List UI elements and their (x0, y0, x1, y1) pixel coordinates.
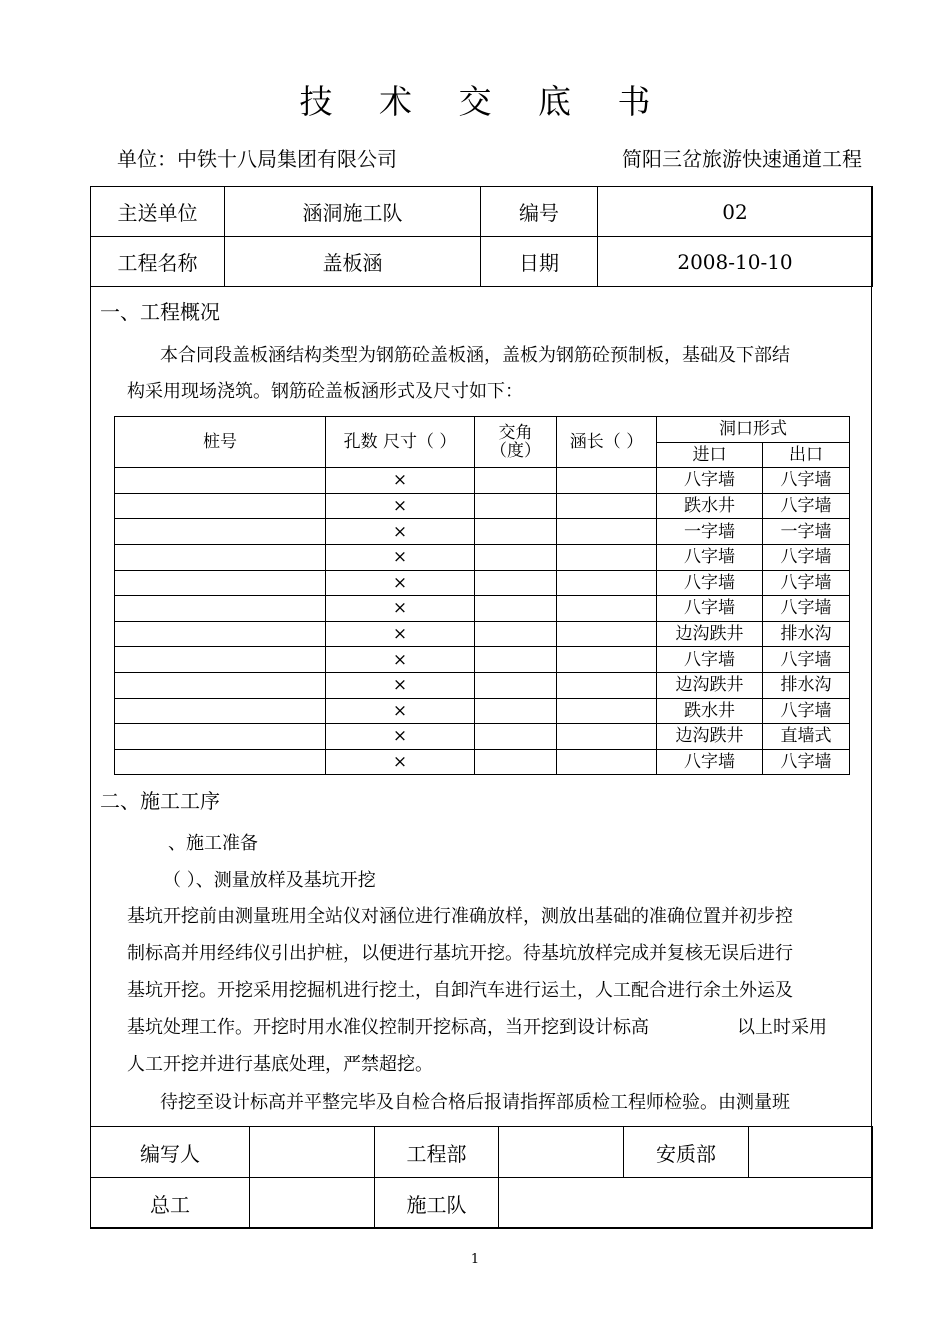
inlet-cell: 跌水井 (657, 698, 763, 724)
outlet-cell: 八字墙 (763, 570, 850, 596)
angle-cell (475, 468, 557, 494)
table-row (115, 698, 850, 724)
body-line: 基坑开挖。开挖采用挖掘机进行挖土，自卸汽车进行运土，人工配合进行余土外运及 (127, 980, 793, 1001)
span-cell: × (326, 672, 475, 698)
inlet-cell: 一字墙 (657, 519, 763, 545)
col-angle-line1: 交角 (498, 423, 533, 444)
outlet-cell: 八字墙 (763, 596, 850, 622)
length-cell (557, 724, 657, 750)
station-cell (115, 672, 326, 698)
body-line: 基坑开挖前由测量班用全站仪对涵位进行准确放样，测放出基础的准确位置并初步控 (127, 906, 793, 927)
table-row (115, 596, 850, 622)
col-span: 孔数 尺寸（ ） (326, 417, 475, 468)
document-title: 技 术 交 底 书 (299, 82, 669, 121)
angle-cell (475, 596, 557, 622)
span-cell: × (326, 749, 475, 775)
signature-table (90, 1126, 873, 1229)
inlet-cell: 八字墙 (657, 647, 763, 673)
length-cell (557, 493, 657, 519)
station-cell (115, 519, 326, 545)
safety-label: 安质部 (624, 1127, 749, 1178)
col-angle-line2: （度） (490, 441, 541, 462)
col-length: 涵长（ ） (557, 417, 657, 468)
angle-cell (475, 647, 557, 673)
length-cell (557, 698, 657, 724)
outlet-cell: 八字墙 (763, 698, 850, 724)
section1-paragraph-line1: 本合同段盖板涵结构类型为钢筋砼盖板涵，盖板为钢筋砼预制板，基础及下部结 (160, 345, 790, 366)
station-cell (115, 698, 326, 724)
table-row (115, 493, 850, 519)
header-row (91, 237, 873, 287)
span-cell: × (326, 647, 475, 673)
subsection-survey: （ ）、测量放样及基坑开挖 (163, 870, 376, 891)
signature-row (91, 1178, 873, 1229)
span-cell: × (326, 570, 475, 596)
table-row (115, 749, 850, 775)
date-value: 2008-10-10 (598, 237, 873, 287)
chief-signature-field (250, 1178, 375, 1229)
date-label: 日期 (481, 237, 598, 287)
station-cell (115, 468, 326, 494)
unit-line: 单位：中铁十八局集团有限公司 (117, 147, 397, 171)
inlet-cell: 边沟跌井 (657, 672, 763, 698)
culvert-body (115, 468, 850, 775)
writer-label: 编写人 (91, 1127, 250, 1178)
project-label: 工程名称 (91, 237, 225, 287)
col-portal: 洞口形式 (657, 417, 850, 443)
inlet-cell: 边沟跌井 (657, 621, 763, 647)
body-line: 基坑处理工作。开挖时用水准仪控制开挖标高，当开挖到设计标高 (127, 1017, 649, 1038)
angle-cell (475, 672, 557, 698)
col-inlet: 进口 (657, 442, 763, 468)
span-cell: × (326, 519, 475, 545)
length-cell (557, 621, 657, 647)
body-line: 制标高并用经纬仪引出护桩，以便进行基坑开挖。待基坑放样完成并复核无误后进行 (127, 943, 793, 964)
project-value: 盖板涵 (225, 237, 481, 287)
station-cell (115, 544, 326, 570)
table-row (115, 544, 850, 570)
section2-title: 二、施工工序 (100, 789, 220, 813)
length-cell (557, 647, 657, 673)
inlet-cell: 八字墙 (657, 596, 763, 622)
number-value: 02 (598, 187, 873, 237)
col-angle (475, 417, 557, 468)
span-cell: × (326, 493, 475, 519)
culvert-header-row (115, 417, 850, 443)
outlet-cell: 排水沟 (763, 621, 850, 647)
culvert-table (114, 416, 850, 775)
span-cell: × (326, 621, 475, 647)
header-table (90, 186, 873, 287)
angle-cell (475, 570, 557, 596)
span-cell: × (326, 544, 475, 570)
team-signature-field (499, 1178, 873, 1229)
writer-signature-field (250, 1127, 375, 1178)
angle-cell (475, 544, 557, 570)
length-cell (557, 519, 657, 545)
span-cell: × (326, 596, 475, 622)
safety-signature-field (749, 1127, 873, 1178)
outlet-cell: 八字墙 (763, 493, 850, 519)
angle-cell (475, 698, 557, 724)
header-row (91, 187, 873, 237)
angle-cell (475, 519, 557, 545)
engineering-signature-field (499, 1127, 624, 1178)
inlet-cell: 八字墙 (657, 570, 763, 596)
station-cell (115, 596, 326, 622)
project-name-top: 简阳三岔旅游快速通道工程 (622, 147, 862, 171)
table-row (115, 621, 850, 647)
body-line: 以上时采用 (737, 1017, 827, 1038)
signature-row (91, 1127, 873, 1178)
sender-value: 涵洞施工队 (225, 187, 481, 237)
table-row (115, 468, 850, 494)
sender-label: 主送单位 (91, 187, 225, 237)
subsection-preparation: 、施工准备 (168, 833, 258, 854)
col-outlet: 出口 (763, 442, 850, 468)
length-cell (557, 468, 657, 494)
outlet-cell: 八字墙 (763, 468, 850, 494)
chief-label: 总工 (91, 1178, 250, 1229)
angle-cell (475, 749, 557, 775)
inlet-cell: 八字墙 (657, 468, 763, 494)
span-cell: × (326, 724, 475, 750)
span-cell: × (326, 698, 475, 724)
station-cell (115, 621, 326, 647)
table-row (115, 647, 850, 673)
outlet-cell: 排水沟 (763, 672, 850, 698)
angle-cell (475, 621, 557, 647)
body-line: 人工开挖并进行基底处理，严禁超挖。 (127, 1054, 433, 1075)
outlet-cell: 八字墙 (763, 544, 850, 570)
table-row (115, 570, 850, 596)
inlet-cell: 八字墙 (657, 749, 763, 775)
section1-title: 一、工程概况 (100, 300, 220, 324)
body-line: 待挖至设计标高并平整完毕及自检合格后报请指挥部质检工程师检验。由测量班 (160, 1092, 790, 1113)
page-number: 1 (470, 1252, 480, 1267)
table-row (115, 519, 850, 545)
span-cell: × (326, 468, 475, 494)
col-station: 桩号 (115, 417, 326, 468)
table-row (115, 724, 850, 750)
length-cell (557, 544, 657, 570)
station-cell (115, 749, 326, 775)
inlet-cell: 跌水井 (657, 493, 763, 519)
length-cell (557, 570, 657, 596)
station-cell (115, 647, 326, 673)
length-cell (557, 596, 657, 622)
team-label: 施工队 (375, 1178, 499, 1229)
length-cell (557, 672, 657, 698)
outlet-cell: 八字墙 (763, 647, 850, 673)
table-row (115, 672, 850, 698)
inlet-cell: 八字墙 (657, 544, 763, 570)
outlet-cell: 一字墙 (763, 519, 850, 545)
engineering-label: 工程部 (375, 1127, 499, 1178)
angle-cell (475, 724, 557, 750)
inlet-cell: 边沟跌井 (657, 724, 763, 750)
station-cell (115, 570, 326, 596)
angle-cell (475, 493, 557, 519)
station-cell (115, 724, 326, 750)
outlet-cell: 直墙式 (763, 724, 850, 750)
outlet-cell: 八字墙 (763, 749, 850, 775)
station-cell (115, 493, 326, 519)
section1-paragraph-line2: 构采用现场浇筑。钢筋砼盖板涵形式及尺寸如下： (127, 381, 523, 402)
length-cell (557, 749, 657, 775)
number-label: 编号 (481, 187, 598, 237)
